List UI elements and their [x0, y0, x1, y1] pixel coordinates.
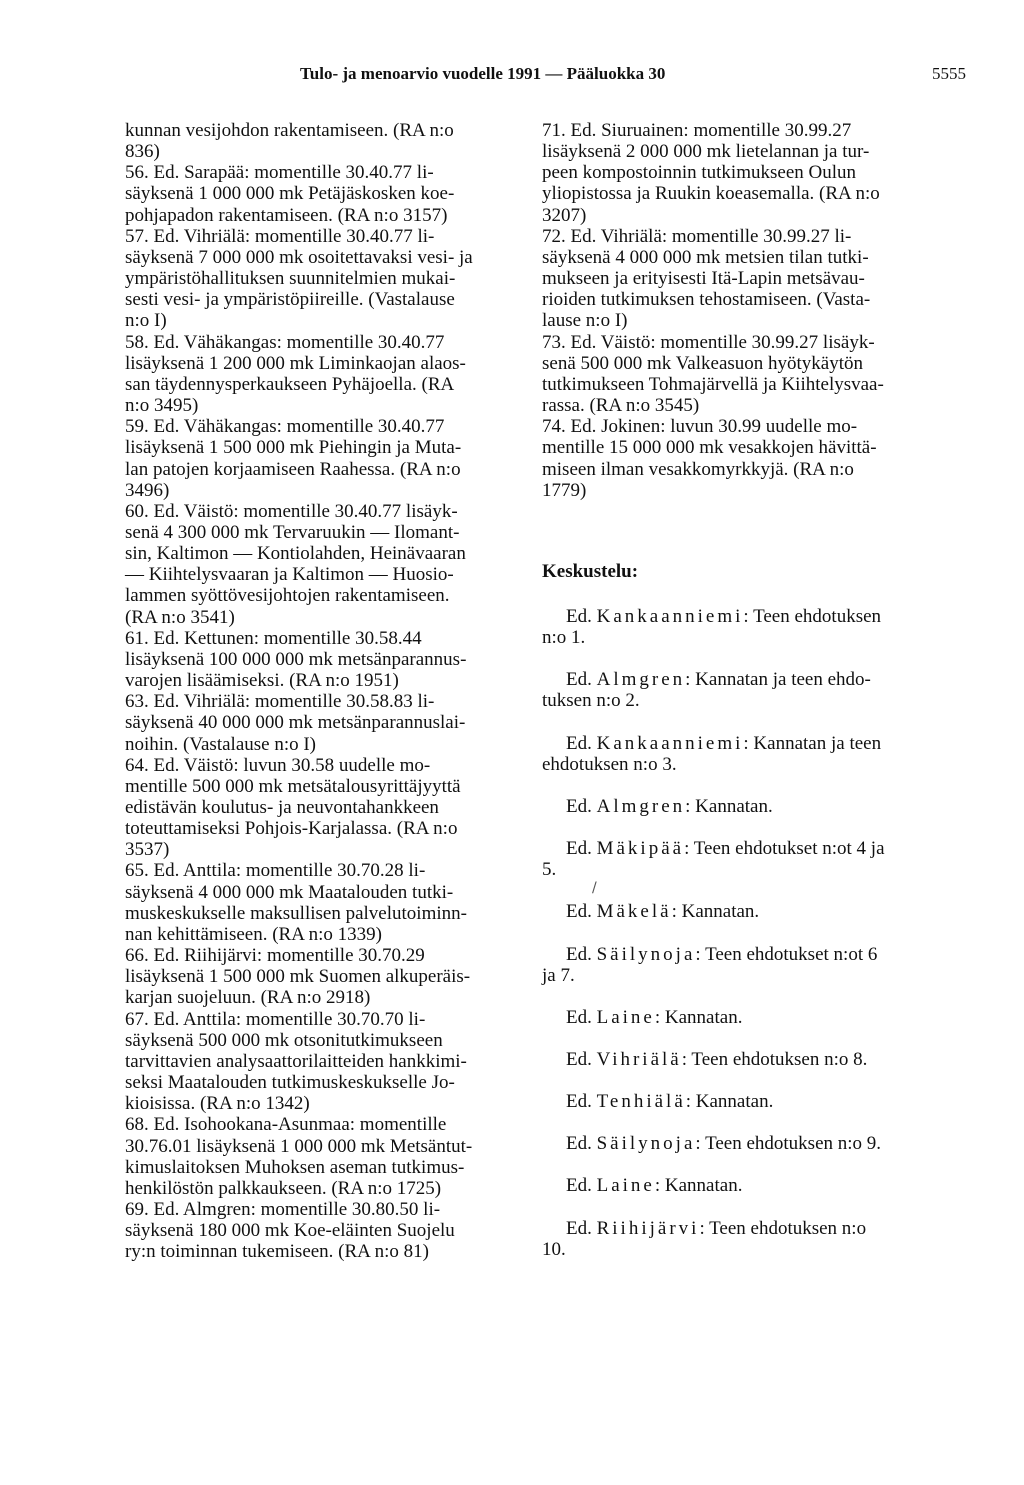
stray-pen-mark: /: [592, 880, 597, 896]
discussion-entry: [542, 1049, 982, 1070]
text-line: n:o 3495): [125, 395, 199, 417]
discussion-line: 10.: [542, 1238, 566, 1260]
text-line: lisäyksenä 100 000 000 mk metsänparannus-: [125, 648, 467, 670]
discussion-line: [542, 1218, 982, 1239]
text-line: henkilöstön palkkaukseen. (RA n:o 1725): [125, 1177, 442, 1199]
text-line: tarvittavien analysaattorilaitteiden hankkimi-: [125, 1050, 467, 1072]
text-line: 74. Ed. Jokinen: luvun 30.99 uudelle mo-: [542, 416, 858, 438]
discussion-line: [542, 1007, 982, 1028]
speaker-prefix: Ed.: [566, 901, 592, 923]
speaker-prefix: Ed.: [566, 795, 592, 817]
text-line: lan patojen korjaamiseen Raahessa. (RA n:o: [125, 458, 461, 480]
text-line: lause n:o I): [542, 310, 628, 332]
discussion-line: n:o 1.: [542, 627, 586, 649]
text-line: senä 4 300 000 mk Tervaruukin — Ilomant-: [125, 521, 460, 543]
text-line: 73. Ed. Väistö: momentille 30.99.27 lisäyk-: [542, 331, 875, 353]
speaker-name: Mäkelä: [596, 901, 672, 923]
text-line: säyksenä 4 000 000 mk metsien tilan tutki-: [542, 246, 869, 268]
text-line: lisäyksenä 1 200 000 mk Liminkaojan alaos-: [125, 352, 466, 374]
text-line: 836): [125, 141, 160, 163]
discussion-line: 5.: [542, 859, 557, 881]
speaker-prefix: Ed.: [566, 732, 592, 754]
text-line: sesti vesi- ja ympäristöpiireille. (Vastalause: [125, 289, 455, 311]
text-line: 30.76.01 lisäyksenä 1 000 000 mk Metsäntut-: [125, 1135, 473, 1157]
text-line: (RA n:o 3541): [125, 606, 235, 628]
text-line: tutkimukseen Tohmajärvellä ja Kiihtelysvaa-: [542, 373, 884, 395]
speaker-remark: : Teen ehdotuksen n:o 9.: [695, 1133, 882, 1155]
discussion-line: ehdotuksen n:o 3.: [542, 753, 677, 775]
speaker-prefix: Ed.: [566, 1091, 592, 1113]
right-column-text: [542, 120, 982, 501]
speaker-prefix: Ed.: [566, 943, 592, 965]
speaker-name: Almgren: [596, 669, 686, 691]
text-line: noihin. (Vastalause n:o I): [125, 733, 317, 755]
text-line: mentille 15 000 000 mk vesakkojen hävittä-: [542, 437, 877, 459]
speaker-remark: : Kannatan ja teen: [743, 732, 882, 754]
page-header: [0, 64, 1024, 88]
text-line: mukseen ja erityisesti Itä-Lapin metsävau-: [542, 268, 865, 290]
speaker-name: Kankaanniemi: [596, 732, 744, 754]
discussion-heading: Keskustelu:: [542, 560, 639, 582]
text-line: lisäyksenä 2 000 000 mk lietelannan ja tur-: [542, 141, 870, 163]
text-line: 71. Ed. Siuruainen: momentille 30.99.27: [542, 120, 852, 141]
text-line: säyksenä 4 000 000 mk Maatalouden tutki-: [125, 881, 454, 903]
text-line: sin, Kaltimon — Kontiolahden, Heinävaaran: [125, 543, 466, 565]
text-line: ympäristöhallituksen suunnitelmien mukai-: [125, 268, 456, 290]
discussion-line: [542, 669, 982, 690]
text-line: 59. Ed. Vähäkangas: momentille 30.40.77: [125, 416, 445, 438]
text-line: yliopistossa ja Ruukin koeasemalla. (RA n:o: [542, 183, 880, 205]
discussion-entry: [542, 733, 982, 775]
speaker-remark: : Teen ehdotuksen n:o 8.: [681, 1049, 868, 1070]
discussion-line: [542, 733, 982, 754]
speaker-name: Riihijärvi: [596, 1217, 700, 1239]
text-line: varojen lisäämiseksi. (RA n:o 1951): [125, 670, 399, 692]
speaker-name: Vihriälä: [596, 1049, 682, 1070]
text-line: ry:n toiminnan tukemiseen. (RA n:o 81): [125, 1241, 429, 1263]
discussion-line: tuksen n:o 2.: [542, 690, 640, 712]
speaker-name: Säilynoja: [596, 943, 696, 965]
text-line: 63. Ed. Vihriälä: momentille 30.58.83 li-: [125, 691, 435, 713]
text-line: 72. Ed. Vihriälä: momentille 30.99.27 li-: [542, 225, 852, 247]
speaker-prefix: Ed.: [566, 605, 592, 627]
text-line: toteuttamiseksi Pohjois-Karjalassa. (RA n:o: [125, 818, 458, 840]
text-line: lisäyksenä 1 500 000 mk Suomen alkuperäis-: [125, 966, 471, 988]
discussion-line: [542, 1175, 982, 1196]
text-line: kioisissa. (RA n:o 1342): [125, 1093, 310, 1115]
speaker-remark: : Teen ehdotukset n:ot 4 ja: [684, 838, 885, 860]
discussion-line: [542, 1133, 982, 1154]
text-line: — Kiihtelysvaaran ja Kaltimon — Huosio-: [125, 564, 454, 586]
speaker-prefix: Ed.: [566, 1006, 592, 1028]
discussion-entry: [542, 669, 982, 711]
text-line: kimuslaitoksen Muhoksen aseman tutkimus-: [125, 1156, 465, 1178]
discussion-entry: [542, 1007, 982, 1028]
text-line: senä 500 000 mk Valkeasuon hyötykäytön: [542, 352, 864, 374]
speaker-name: Tenhiälä: [596, 1091, 686, 1113]
text-line: 56. Ed. Sarapää: momentille 30.40.77 li-: [125, 162, 434, 184]
text-line: säyksenä 500 000 mk otsonitutkimukseen: [125, 1029, 443, 1051]
text-line: 69. Ed. Almgren: momentille 30.80.50 li-: [125, 1198, 441, 1220]
right-column: [542, 120, 982, 1281]
discussion-entry: [542, 1175, 982, 1196]
text-line: rioiden tutkimuksen tehostamiseen. (Vasta-: [542, 289, 871, 311]
text-line: lisäyksenä 1 500 000 mk Piehingin ja Muta-: [125, 437, 462, 459]
text-line: rassa. (RA n:o 3545): [542, 395, 700, 417]
discussion-line: [542, 901, 982, 922]
discussion-entry: [542, 1133, 982, 1154]
speaker-name: Laine: [596, 1175, 655, 1197]
page-number: 5555: [932, 64, 966, 83]
speaker-prefix: Ed.: [566, 838, 592, 860]
speaker-remark: : Kannatan ja teen ehdo-: [685, 669, 871, 691]
speaker-prefix: Ed.: [566, 1133, 592, 1155]
speaker-name: Almgren: [596, 795, 686, 817]
discussion-line: [542, 1091, 982, 1112]
speaker-name: Säilynoja: [596, 1133, 696, 1155]
speaker-name: Mäkipää: [596, 838, 685, 860]
text-line: 3496): [125, 479, 170, 501]
text-line: san täydennysperkaukseen Pyhäjoella. (RA: [125, 373, 455, 395]
discussion-entry: [542, 796, 982, 817]
discussion-line: [542, 1049, 982, 1070]
left-column: [125, 120, 507, 1262]
speaker-name: Kankaanniemi: [596, 605, 744, 627]
text-line: peen kompostoinnin tutkimukseen Oulun: [542, 162, 857, 184]
text-line: lammen syöttövesijohtojen rakentamiseen.: [125, 585, 450, 607]
discussion-line: [542, 606, 982, 627]
speaker-remark: : Teen ehdotuksen n:o: [699, 1217, 867, 1239]
text-line: 68. Ed. Isohookana-Asunmaa: momentille: [125, 1114, 447, 1136]
discussion-entry: [542, 1091, 982, 1112]
discussion-line: ja 7.: [542, 964, 575, 986]
discussion-line: [542, 838, 982, 859]
header-title: Tulo- ja menoarvio vuodelle 1991 — Pääluokka 30: [300, 64, 666, 83]
text-line: miseen ilman vesakkomyrkkyjä. (RA n:o: [542, 458, 854, 480]
text-line: n:o I): [125, 310, 167, 332]
speaker-prefix: Ed.: [566, 1217, 592, 1239]
speaker-remark: : Teen ehdotuksen: [743, 605, 882, 627]
speaker-remark: : Kannatan.: [654, 1006, 743, 1028]
text-line: seksi Maatalouden tutkimuskeskukselle Jo-: [125, 1072, 455, 1094]
text-line: 64. Ed. Väistö: luvun 30.58 uudelle mo-: [125, 754, 431, 776]
speaker-remark: : Teen ehdotukset n:ot 6: [695, 943, 878, 965]
discussion-line: [542, 944, 982, 965]
text-line: 3207): [542, 204, 587, 226]
speaker-prefix: Ed.: [566, 1175, 592, 1197]
text-line: nan kehittämiseen. (RA n:o 1339): [125, 923, 382, 945]
discussion-line: [542, 796, 982, 817]
text-line: 65. Ed. Anttila: momentille 30.70.28 li-: [125, 860, 426, 882]
text-line: mentille 500 000 mk metsätalousyrittäjyyttä: [125, 775, 461, 797]
discussion-entry: [542, 901, 982, 922]
text-line: kunnan vesijohdon rakentamiseen. (RA n:o: [125, 120, 454, 141]
discussion-entry: [542, 838, 982, 880]
discussion-entry: [542, 1218, 982, 1260]
text-line: säyksenä 7 000 000 mk osoitettavaksi vesi- ja: [125, 246, 473, 268]
text-line: muskeskukselle maksullisen palvelutoiminn-: [125, 902, 467, 924]
text-line: säyksenä 180 000 mk Koe-eläinten Suojelu: [125, 1220, 455, 1242]
discussion-list: [542, 606, 982, 1260]
discussion-entry: [542, 944, 982, 986]
text-line: pohjapadon rakentamiseen. (RA n:o 3157): [125, 204, 448, 226]
text-line: 57. Ed. Vihriälä: momentille 30.40.77 li-: [125, 225, 435, 247]
text-line: 66. Ed. Riihijärvi: momentille 30.70.29: [125, 945, 425, 967]
speaker-remark: : Kannatan.: [685, 1091, 774, 1113]
text-line: 58. Ed. Vähäkangas: momentille 30.40.77: [125, 331, 445, 353]
speaker-prefix: Ed.: [566, 669, 592, 691]
speaker-remark: : Kannatan.: [654, 1175, 743, 1197]
text-line: 1779): [542, 479, 587, 501]
text-line: säyksenä 40 000 000 mk metsänparannuslai-: [125, 712, 466, 734]
text-line: 61. Ed. Kettunen: momentille 30.58.44: [125, 627, 422, 649]
text-line: säyksenä 1 000 000 mk Petäjäskosken koe-: [125, 183, 455, 205]
text-line: 67. Ed. Anttila: momentille 30.70.70 li-: [125, 1008, 426, 1030]
speaker-name: Laine: [596, 1006, 655, 1028]
text-line: edistävän koulutus- ja neuvontahankkeen: [125, 797, 439, 818]
text-line: 60. Ed. Väistö: momentille 30.40.77 lisäyk-: [125, 500, 458, 522]
text-line: 3537): [125, 839, 170, 861]
text-line: karjan suojeluun. (RA n:o 2918): [125, 987, 371, 1009]
speaker-remark: : Kannatan.: [685, 795, 773, 817]
speaker-prefix: Ed.: [566, 1049, 592, 1070]
discussion-entry: [542, 606, 982, 648]
speaker-remark: : Kannatan.: [671, 901, 760, 923]
